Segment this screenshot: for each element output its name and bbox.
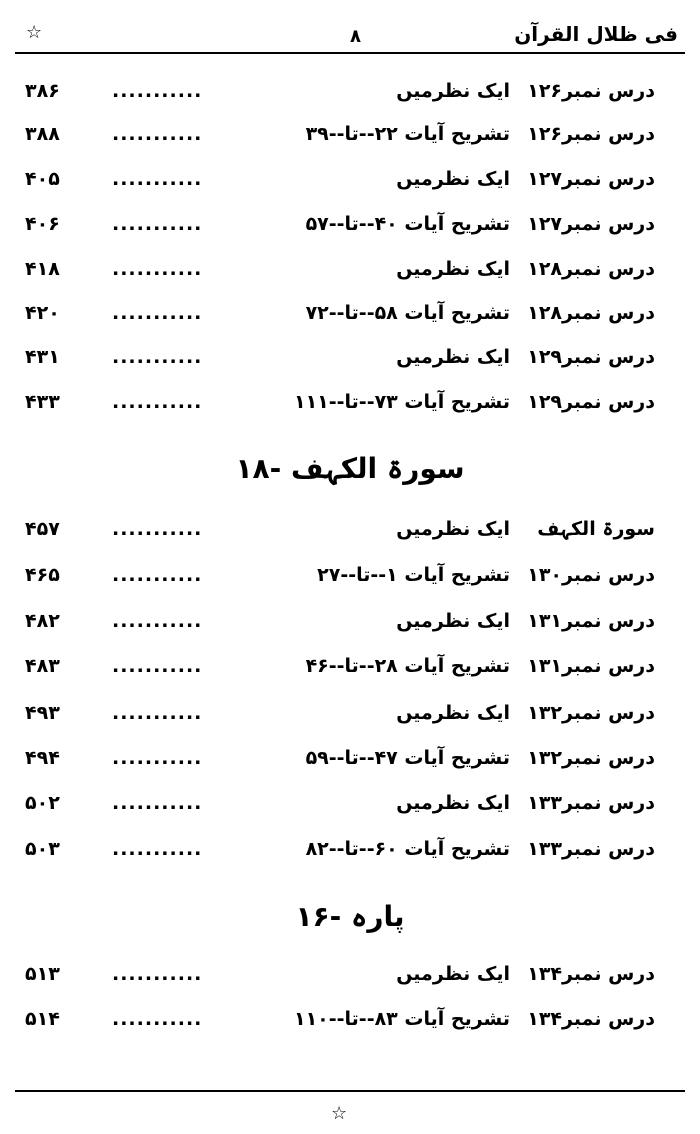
page-ref: ۵۱۴ [25, 1008, 60, 1030]
toc-row [0, 792, 700, 832]
toc-row [0, 518, 700, 558]
leader-dots: ........... [112, 168, 203, 190]
leader-dots: ........... [112, 702, 203, 724]
toc-row [0, 80, 700, 120]
star-icon: ☆ [26, 22, 43, 43]
leader-dots: ........... [112, 346, 203, 368]
leader-dots: ........... [112, 655, 203, 677]
lesson-label: درس نمبر۱۳۰ [527, 564, 655, 586]
lesson-label: درس نمبر۱۲۹ [527, 391, 655, 413]
leader-dots: ........... [112, 963, 203, 985]
toc-row [0, 747, 700, 787]
lesson-topic: ایک نظرمیں [396, 702, 510, 724]
lesson-topic: تشریح آیات ۲۸--تا--۴۶ [305, 655, 510, 677]
lesson-label: درس نمبر۱۳۳ [527, 838, 655, 860]
lesson-label: درس نمبر۱۳۱ [527, 610, 655, 632]
page-ref: ۴۳۱ [25, 346, 60, 368]
lesson-topic: ایک نظرمیں [396, 518, 510, 540]
lesson-topic: ایک نظرمیں [396, 258, 510, 280]
toc-row [0, 702, 700, 742]
lesson-label: درس نمبر۱۲۶ [527, 80, 655, 102]
lesson-label: درس نمبر۱۳۴ [527, 1008, 655, 1030]
lesson-label: درس نمبر۱۳۴ [527, 963, 655, 985]
page-ref: ۴۱۸ [25, 258, 60, 280]
page-ref: ۴۸۳ [25, 655, 60, 677]
toc-row [0, 963, 700, 1003]
lesson-label: درس نمبر۱۲۸ [527, 302, 655, 324]
page-number: ۸ [350, 26, 361, 47]
lesson-topic: تشریح آیات ۱--تا--۲۷ [317, 564, 510, 586]
leader-dots: ........... [112, 792, 203, 814]
toc-row [0, 213, 700, 253]
lesson-topic: ایک نظرمیں [396, 80, 510, 102]
page-ref: ۵۱۳ [25, 963, 60, 985]
lesson-label: درس نمبر۱۳۱ [527, 655, 655, 677]
lesson-topic: ایک نظرمیں [396, 610, 510, 632]
lesson-label: درس نمبر۱۲۸ [527, 258, 655, 280]
page-ref: ۴۰۵ [25, 168, 60, 190]
toc-row [0, 258, 700, 298]
leader-dots: ........... [112, 213, 203, 235]
lesson-label: درس نمبر۱۲۷ [527, 213, 655, 235]
page-ref: ۴۸۲ [25, 610, 60, 632]
lesson-topic: تشریح آیات ۴۰--تا--۵۷ [305, 213, 510, 235]
leader-dots: ........... [112, 747, 203, 769]
lesson-topic: تشریح آیات ۷۳--تا--۱۱۱ [293, 391, 510, 413]
lesson-label: درس نمبر۱۲۹ [527, 346, 655, 368]
toc-row [0, 564, 700, 604]
toc-row [0, 655, 700, 695]
lesson-topic: تشریح آیات ۵۸--تا--۷۲ [305, 302, 510, 324]
page-ref: ۵۰۲ [25, 792, 60, 814]
lesson-label: درس نمبر۱۳۲ [527, 747, 655, 769]
leader-dots: ........... [112, 1008, 203, 1030]
page-ref: ۴۵۷ [25, 518, 60, 540]
book-title: فی ظلال القرآن [514, 22, 678, 46]
leader-dots: ........... [112, 391, 203, 413]
leader-dots: ........... [112, 564, 203, 586]
page-ref: ۵۰۳ [25, 838, 60, 860]
lesson-topic: ایک نظرمیں [396, 346, 510, 368]
lesson-topic: ایک نظرمیں [396, 792, 510, 814]
lesson-topic: ایک نظرمیں [396, 963, 510, 985]
star-icon: ☆ [331, 1103, 348, 1124]
page-ref: ۴۲۰ [25, 302, 60, 324]
toc-row [0, 123, 700, 163]
lesson-label: درس نمبر۱۲۷ [527, 168, 655, 190]
section-heading-surah: سورۃ الکہف -۱۸ [235, 452, 465, 485]
page-header [0, 0, 700, 52]
leader-dots: ........... [112, 302, 203, 324]
toc-row [0, 610, 700, 650]
lesson-topic: تشریح آیات ۴۷--تا--۵۹ [305, 747, 510, 769]
page-ref: ۴۰۶ [25, 213, 60, 235]
section-heading-para: پارہ -۱۶ [295, 900, 405, 933]
page-ref: ۳۸۸ [25, 123, 60, 145]
leader-dots: ........... [112, 123, 203, 145]
toc-row [0, 838, 700, 878]
lesson-label: درس نمبر۱۳۲ [527, 702, 655, 724]
lesson-label: درس نمبر۱۳۳ [527, 792, 655, 814]
footer-rule [15, 1090, 685, 1092]
page-ref: ۴۶۵ [25, 564, 60, 586]
toc-row [0, 346, 700, 386]
lesson-topic: تشریح آیات ۸۳--تا--۱۱۰ [293, 1008, 510, 1030]
lesson-topic: ایک نظرمیں [396, 168, 510, 190]
lesson-label: سورۃ الکہف [537, 518, 655, 540]
toc-row [0, 391, 700, 431]
leader-dots: ........... [112, 80, 203, 102]
page-ref: ۴۹۴ [25, 747, 60, 769]
leader-dots: ........... [112, 610, 203, 632]
toc-row [0, 168, 700, 208]
toc-row [0, 302, 700, 342]
lesson-label: درس نمبر۱۲۶ [527, 123, 655, 145]
leader-dots: ........... [112, 258, 203, 280]
lesson-topic: تشریح آیات ۶۰--تا--۸۲ [305, 838, 510, 860]
leader-dots: ........... [112, 518, 203, 540]
toc-row [0, 1008, 700, 1048]
page-ref: ۳۸۶ [25, 80, 60, 102]
page-ref: ۴۹۳ [25, 702, 60, 724]
leader-dots: ........... [112, 838, 203, 860]
lesson-topic: تشریح آیات ۲۲--تا--۳۹ [305, 123, 510, 145]
header-rule [15, 52, 685, 54]
page-ref: ۴۳۳ [25, 391, 60, 413]
